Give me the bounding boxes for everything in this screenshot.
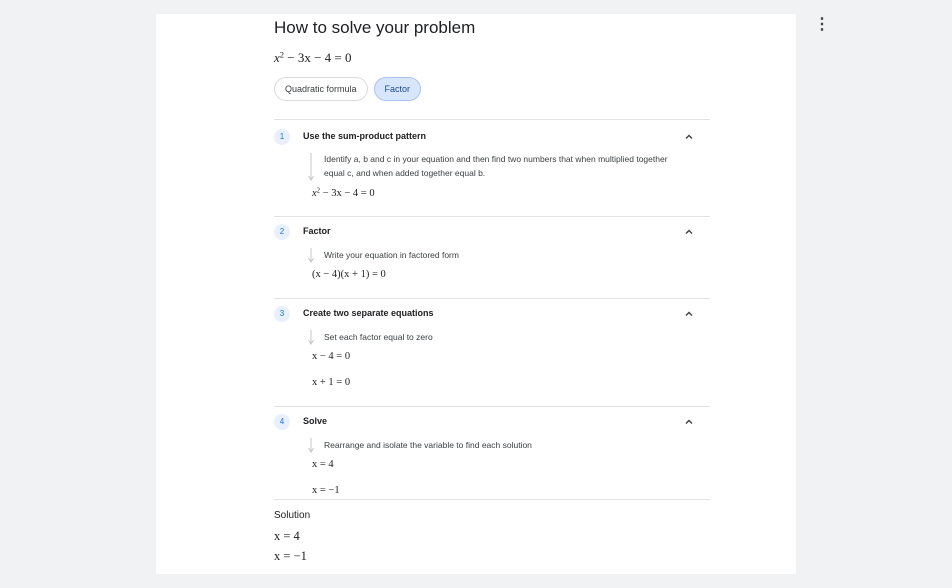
step-number: 4 xyxy=(274,414,290,430)
step-title: Solve xyxy=(303,416,328,426)
solution-value: x = −1 xyxy=(274,549,307,563)
divider xyxy=(274,119,710,120)
step-number: 2 xyxy=(274,224,290,240)
quadratic-formula-chip[interactable]: Quadratic formula xyxy=(274,77,368,101)
problem-equation xyxy=(274,50,352,66)
arrow-down-icon xyxy=(307,248,315,264)
divider xyxy=(274,406,710,407)
step-equation: x + 1 = 0 xyxy=(312,377,351,388)
arrow-down-icon xyxy=(307,153,315,183)
step-equation: x = 4 xyxy=(312,459,334,470)
chevron-up-icon[interactable] xyxy=(684,417,694,427)
step-equation xyxy=(312,188,375,199)
eq-variable: x xyxy=(312,188,317,199)
step-description: Identify a, b and c in your equation and then find two numbers that when multiplied together equal c, and when added together equal b. xyxy=(324,154,668,178)
page-title: How to solve your problem xyxy=(274,18,476,37)
step-equation: x − 4 = 0 xyxy=(312,351,351,362)
divider xyxy=(274,216,710,217)
problem-variable: x xyxy=(274,50,280,65)
problem-rest: − 3x − 4 = 0 xyxy=(284,50,352,65)
step-title: Factor xyxy=(303,226,331,236)
step-description: Set each factor equal to zero xyxy=(324,332,433,342)
more-vert-icon[interactable]: ⋮ xyxy=(814,16,830,33)
solution-value: x = 4 xyxy=(274,529,300,543)
problem-exponent: 2 xyxy=(279,49,284,60)
method-chips xyxy=(274,77,421,101)
factor-chip[interactable]: Factor xyxy=(374,77,422,101)
arrow-down-icon xyxy=(307,438,315,454)
chevron-up-icon[interactable] xyxy=(684,132,694,142)
step-number: 1 xyxy=(274,129,290,145)
arrow-down-icon xyxy=(307,330,315,346)
step-description: Rearrange and isolate the variable to find each solution xyxy=(324,440,532,450)
chevron-up-icon[interactable] xyxy=(684,309,694,319)
eq-exponent: 2 xyxy=(316,187,321,195)
solver-card xyxy=(156,14,830,574)
step-title: Use the sum-product pattern xyxy=(303,131,427,141)
eq-rest: − 3x − 4 = 0 xyxy=(320,188,375,199)
step-equation: (x − 4)(x + 1) = 0 xyxy=(312,269,386,280)
divider xyxy=(274,298,710,299)
chevron-up-icon[interactable] xyxy=(684,227,694,237)
step-title: Create two separate equations xyxy=(303,308,434,318)
step-number: 3 xyxy=(274,306,290,322)
step-description: Write your equation in factored form xyxy=(324,250,459,260)
divider xyxy=(274,499,710,500)
solution-label: Solution xyxy=(274,510,311,521)
step-equation: x = −1 xyxy=(312,485,340,496)
